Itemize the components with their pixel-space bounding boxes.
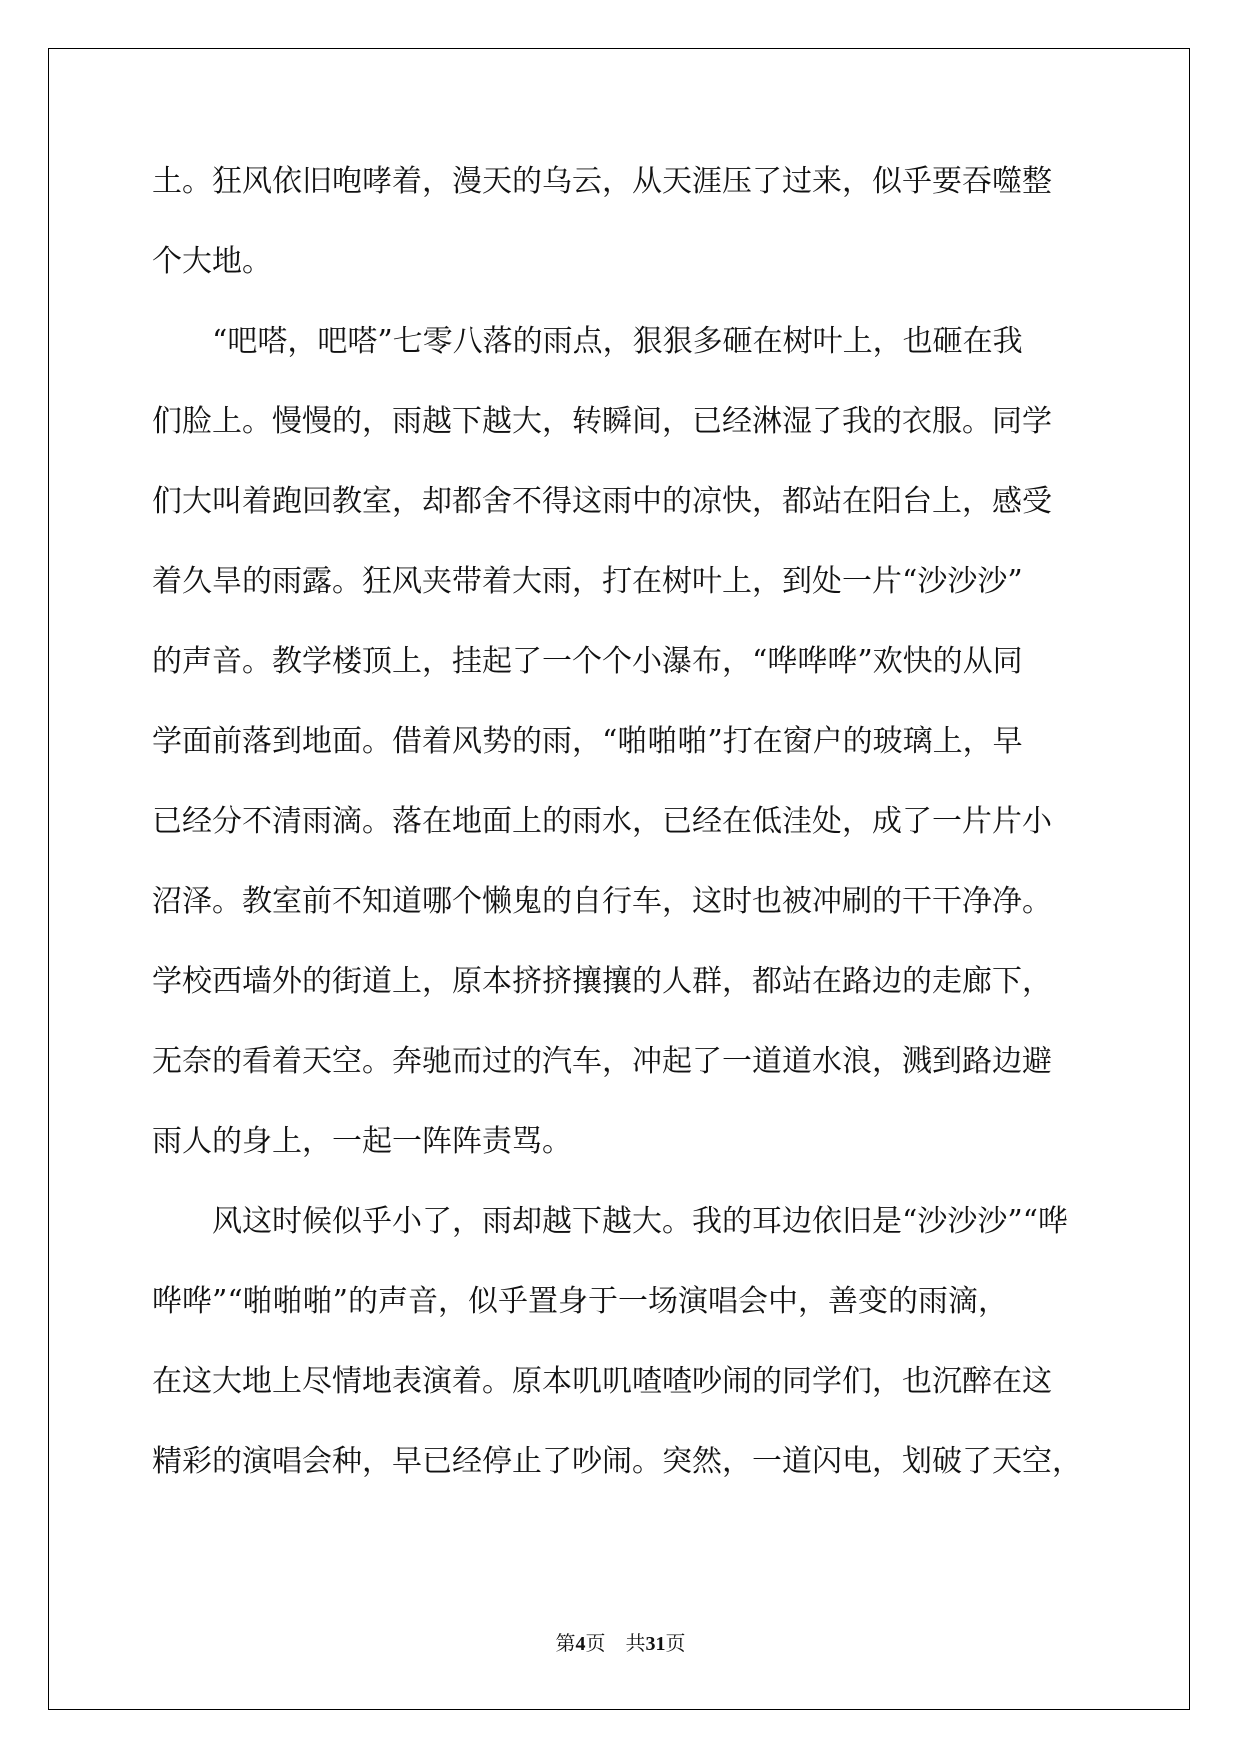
text-line: 们脸上。慢慢的，雨越下越大，转瞬间，已经淋湿了我的衣服。同学: [152, 404, 1052, 439]
text-line: 哗哗”“啪啪啪”的声音，似乎置身于一场演唱会中，善变的雨滴，: [152, 1284, 1009, 1319]
text-line: 着久旱的雨露。狂风夹带着大雨，打在树叶上，到处一片“沙沙沙”: [152, 564, 1023, 599]
text-line: 在这大地上尽情地表演着。原本叽叽喳喳吵闹的同学们，也沉醉在这: [152, 1364, 1052, 1399]
footer-prefix: 第: [555, 1633, 576, 1655]
text-line: 风这时候似乎小了，雨却越下越大。我的耳边依旧是“沙沙沙”“哗: [212, 1204, 1069, 1239]
text-line: “吧嗒，吧嗒”七零八落的雨点，狠狠多砸在树叶上，也砸在我: [212, 324, 1023, 359]
footer-total-suffix: 页: [665, 1633, 686, 1655]
footer-total-prefix: 共: [625, 1633, 646, 1655]
text-line: 无奈的看着天空。奔驰而过的汽车，冲起了一道道水浪，溅到路边避: [152, 1044, 1052, 1079]
footer-page-suffix: 页: [585, 1633, 606, 1655]
document-body: [152, 162, 1092, 1522]
text-line: 土。狂风依旧咆哮着，漫天的乌云，从天涯压了过来，似乎要吞噬整: [152, 164, 1052, 199]
text-line: 沼泽。教室前不知道哪个懒鬼的自行车，这时也被冲刷的干干净净。: [152, 884, 1052, 919]
text-line: 的声音。教学楼顶上，挂起了一个个小瀑布，“哗哗哗”欢快的从同: [152, 644, 1023, 679]
current-page-number: 4: [575, 1633, 586, 1655]
page-footer: [0, 1627, 1241, 1656]
text-line: 学面前落到地面。借着风势的雨，“啪啪啪”打在窗户的玻璃上，早: [152, 724, 1023, 759]
text-line: 雨人的身上，一起一阵阵责骂。: [152, 1124, 572, 1159]
text-line: 们大叫着跑回教室，却都舍不得这雨中的凉快，都站在阳台上，感受: [152, 484, 1052, 519]
text-line: 已经分不清雨滴。落在地面上的雨水，已经在低洼处，成了一片片小: [152, 804, 1052, 839]
total-pages-number: 31: [645, 1633, 666, 1655]
text-line: 个大地。: [152, 244, 272, 279]
text-line: 精彩的演唱会种，早已经停止了吵闹。突然，一道闪电，划破了天空，: [152, 1444, 1082, 1479]
text-line: 学校西墙外的街道上，原本挤挤攘攘的人群，都站在路边的走廊下，: [152, 964, 1052, 999]
